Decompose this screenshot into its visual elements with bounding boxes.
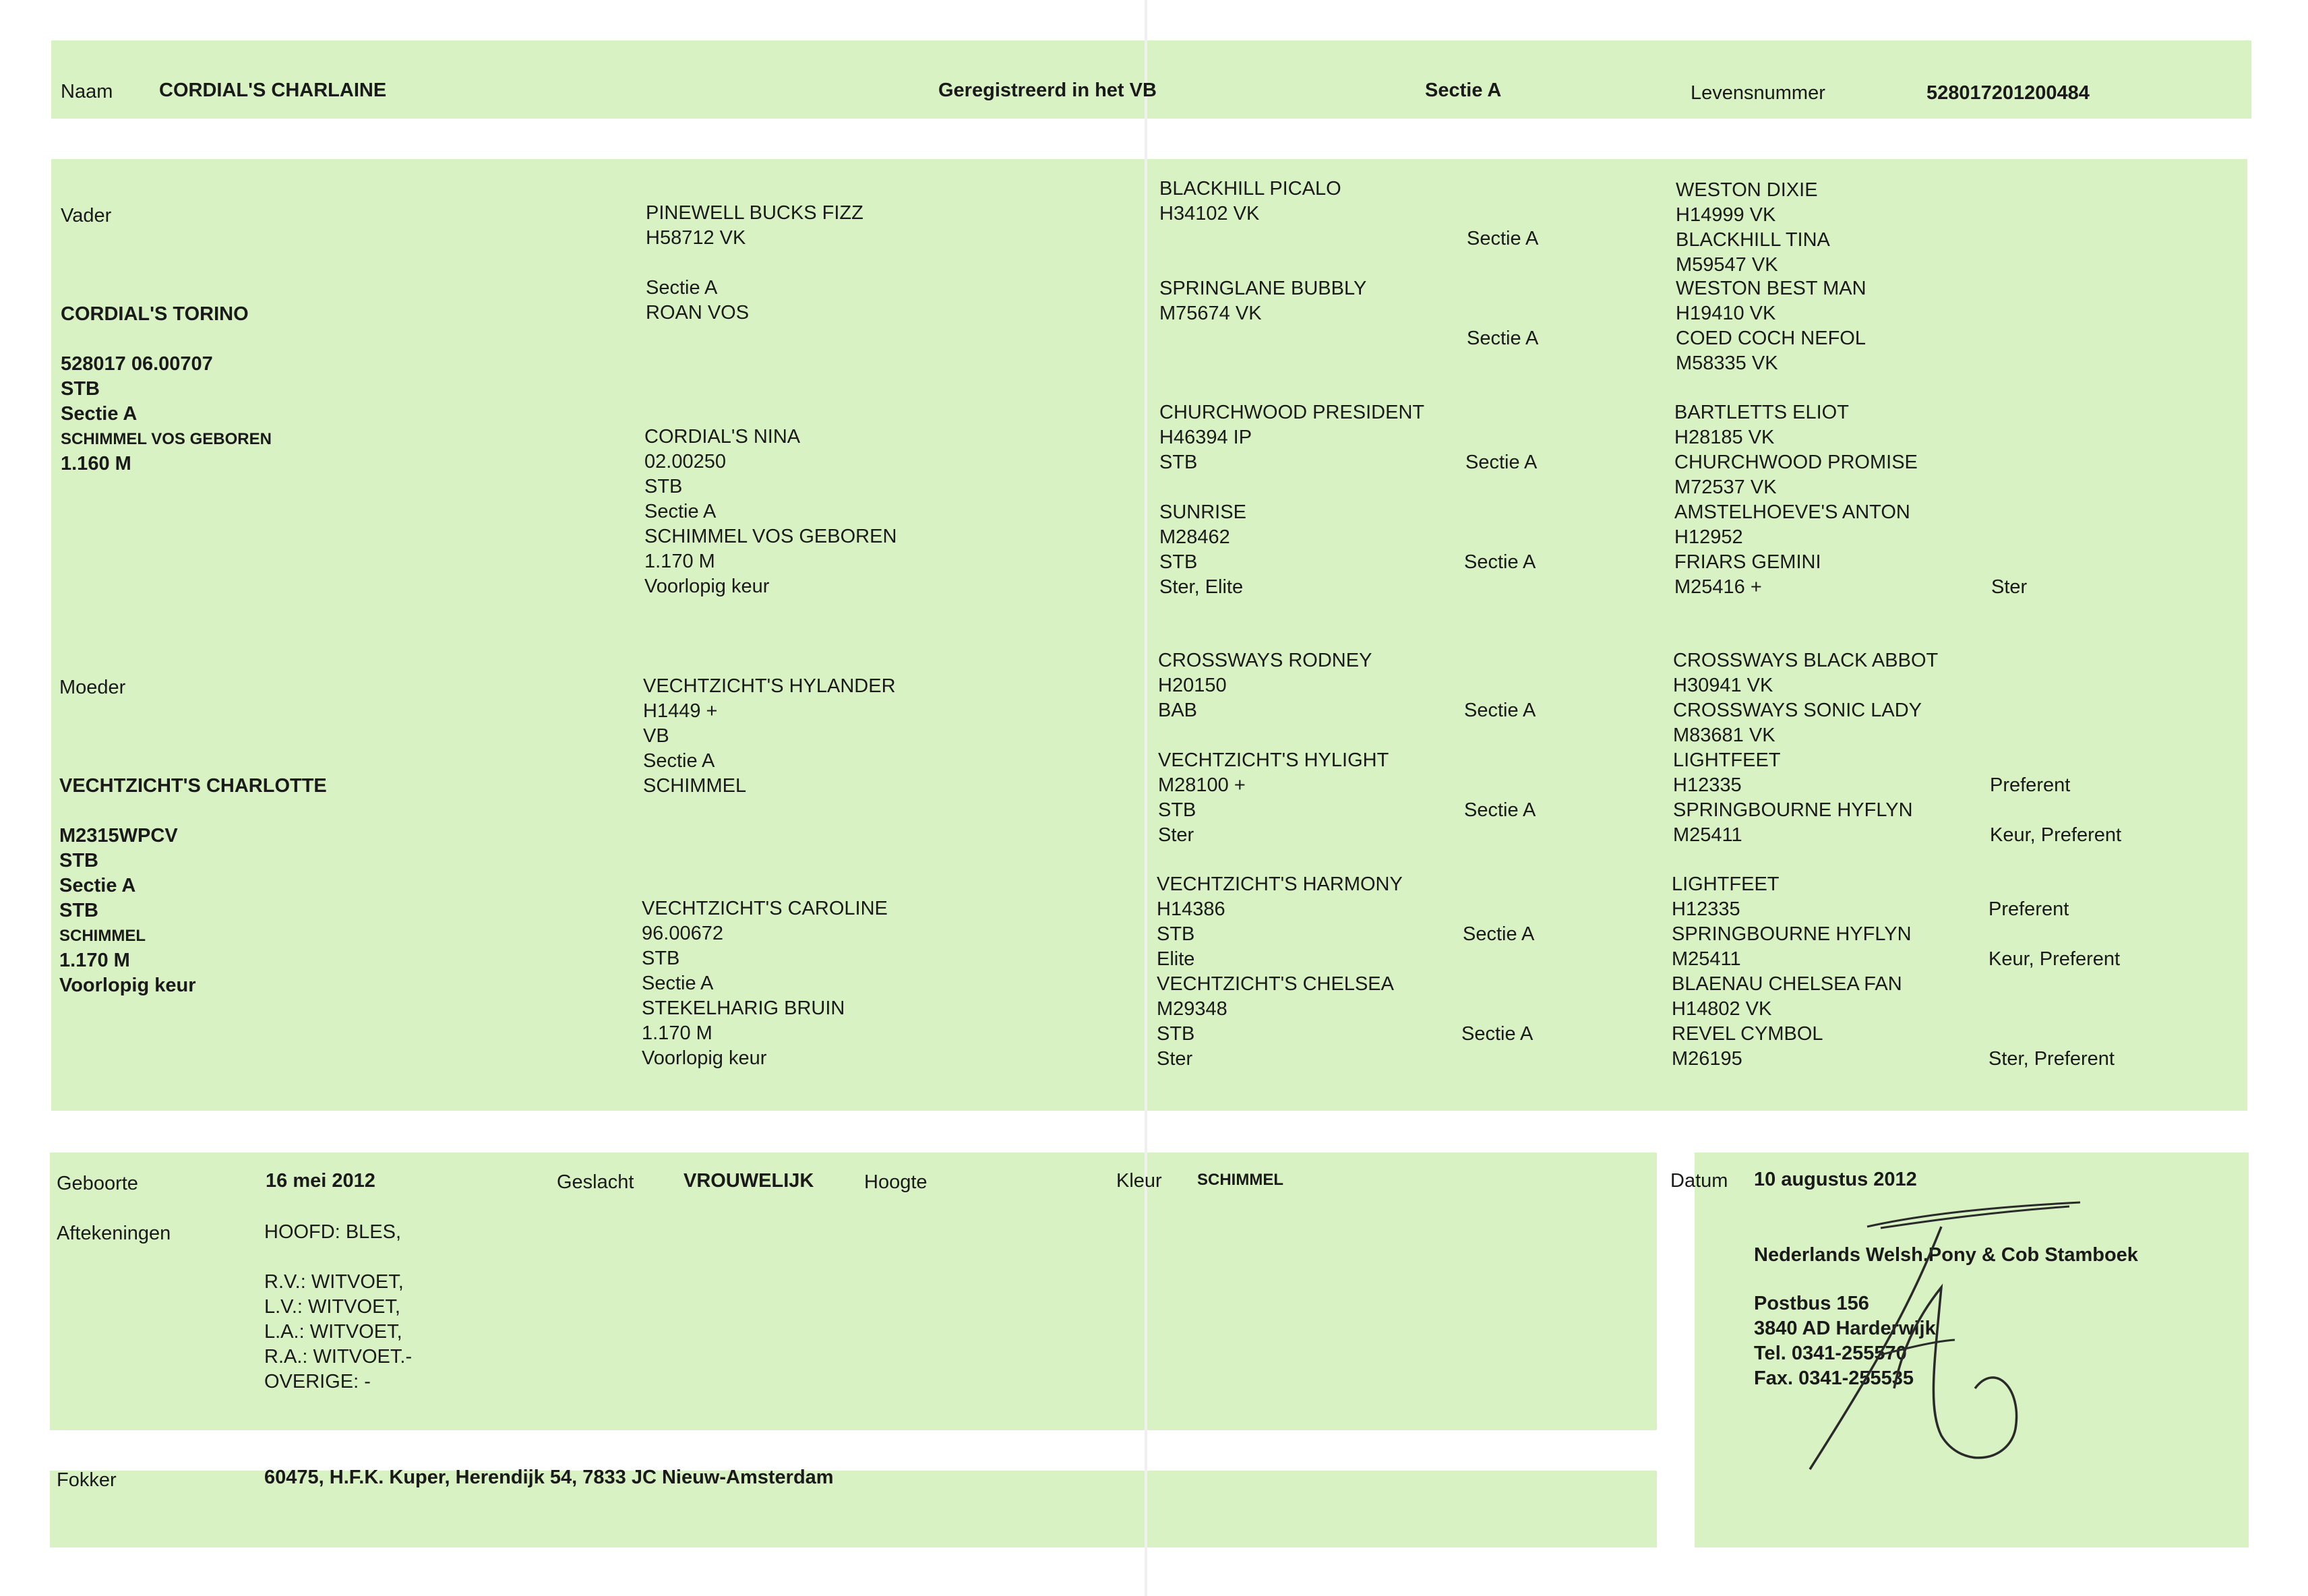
gen4-ancestor: [1674, 550, 1821, 600]
geboorte-label: Geboorte: [57, 1173, 138, 1194]
geslacht-value: VROUWELIJK: [684, 1170, 814, 1192]
geboorte-value: 16 mei 2012: [266, 1170, 375, 1192]
moeder-name: VECHTZICHT'S CHARLOTTE: [59, 775, 327, 797]
gen4-ancestor: [1672, 972, 1902, 1022]
moeder-studbook-2: STB: [59, 900, 98, 921]
gen3-sectie-7: Sectie A: [1463, 923, 1535, 945]
kleur-label: Kleur: [1116, 1170, 1162, 1192]
moeder-keur: Voorlopig keur: [59, 975, 196, 996]
vader-studbook: STB: [61, 378, 100, 400]
vader-label: Vader: [61, 205, 112, 226]
gen4-name: CROSSWAYS BLACK ABBOT: [1673, 650, 1939, 671]
gen4-number: M26195: [1672, 1048, 1742, 1070]
moeder-studbook: STB: [59, 850, 98, 871]
gen3-sectie-6: Sectie A: [1464, 799, 1536, 821]
gen4-name: WESTON BEST MAN: [1676, 278, 1866, 299]
gen4-ancestor: [1676, 326, 1866, 376]
gen4-predicate: Keur, Preferent: [1988, 948, 2121, 970]
naam-label: Naam: [61, 81, 113, 102]
vader-name: CORDIAL'S TORINO: [61, 303, 249, 325]
gen2-vader-vader: PINEWELL BUCKS FIZZ H58712 VK Sectie A ROAN VOS: [646, 202, 863, 324]
gen4-number: M83681 VK: [1673, 725, 1775, 746]
gen4-number: H12335: [1673, 774, 1742, 796]
gen4-name: CROSSWAYS SONIC LADY: [1673, 700, 1922, 721]
gen4-predicate: Keur, Preferent: [1990, 824, 2122, 846]
fokker-value: 60475, H.F.K. Kuper, Herendijk 54, 7833 JC Nieuw-Amsterdam: [264, 1467, 834, 1488]
paper-fold: [1145, 0, 1147, 1596]
gen4-number: M25411: [1673, 824, 1742, 846]
aftekeningen-list: HOOFD: BLES, R.V.: WITVOET, L.V.: WITVOET, L.A.: WITVOET, R.A.: WITVOET.- OVERIGE: -: [264, 1221, 413, 1392]
gen4-predicate: Preferent: [1990, 774, 2071, 796]
horse-name: CORDIAL'S CHARLAINE: [159, 80, 387, 101]
gen3-ancestor-4: SUNRISE M28462 STB Ster, Elite: [1159, 501, 1246, 598]
gen4-ancestor: [1672, 922, 1912, 972]
gen4-ancestor: [1672, 1022, 1823, 1072]
datum-value: 10 augustus 2012: [1754, 1169, 1917, 1190]
datum-label: Datum: [1670, 1170, 1728, 1192]
gen4-ancestor: [1673, 698, 1922, 748]
gen2-moeder-vader: VECHTZICHT'S HYLANDER H1449 + VB Sectie A SCHIMMEL: [643, 675, 896, 797]
levensnummer-label: Levensnummer: [1691, 82, 1825, 104]
gen4-ancestor: [1673, 798, 1913, 848]
gen3-sectie-3: Sectie A: [1465, 452, 1538, 473]
gen2-vader-moeder: CORDIAL'S NINA 02.00250 STB Sectie A SCHIMMEL VOS GEBOREN 1.170 M Voorlopig keur: [644, 426, 897, 597]
gen4-name: BLAENAU CHELSEA FAN: [1672, 973, 1902, 995]
gen3-ancestor-7: VECHTZICHT'S HARMONY H14386 STB Elite: [1157, 873, 1403, 970]
vader-details: [61, 352, 272, 477]
gen2-moeder-moeder: VECHTZICHT'S CAROLINE 96.00672 STB Sectie A STEKELHARIG BRUIN 1.170 M Voorlopig keur: [642, 898, 888, 1069]
gen4-name: CHURCHWOOD PROMISE: [1674, 452, 1918, 473]
aftekeningen-label: Aftekeningen: [57, 1223, 171, 1244]
gen4-name: WESTON DIXIE: [1676, 179, 1818, 201]
gen4-number: H12952: [1674, 526, 1743, 548]
fokker-label: Fokker: [57, 1469, 117, 1491]
gen4-name: FRIARS GEMINI: [1674, 551, 1821, 573]
gen4-name: AMSTELHOEVE'S ANTON: [1674, 501, 1910, 523]
moeder-details: [59, 824, 195, 998]
gen4-name: LIGHTFEET: [1672, 873, 1780, 895]
gen4-predicate: Preferent: [1988, 898, 2069, 920]
gen3-sectie-1: Sectie A: [1467, 228, 1539, 249]
moeder-label: Moeder: [59, 677, 126, 698]
gen4-ancestor: [1676, 178, 1818, 228]
gen4-ancestor: [1673, 748, 1781, 798]
header-sectie: Sectie A: [1425, 80, 1502, 101]
gen4-number: H19410 VK: [1676, 303, 1776, 324]
moeder-sectie: Sectie A: [59, 875, 136, 896]
gen4-ancestor: [1674, 400, 1849, 450]
vader-sectie: Sectie A: [61, 403, 138, 425]
gen4-number: M25416 +: [1674, 576, 1762, 598]
gen4-name: SPRINGBOURNE HYFLYN: [1672, 923, 1912, 945]
gen3-sectie-8: Sectie A: [1461, 1023, 1533, 1045]
gen3-ancestor-3: CHURCHWOOD PRESIDENT H46394 IP STB: [1159, 402, 1425, 473]
stamboek-address: Postbus 156 3840 AD Harderwijk Tel. 0341-255570 Fax. 0341-255535: [1754, 1293, 1936, 1389]
gen4-number: H28185 VK: [1674, 427, 1775, 448]
pedigree-panel: [51, 159, 2247, 1111]
gen4-name: BLACKHILL TINA: [1676, 229, 1830, 251]
moeder-height: 1.170 M: [59, 950, 130, 971]
gen3-sectie-2: Sectie A: [1467, 328, 1539, 349]
gen3-ancestor-6: VECHTZICHT'S HYLIGHT M28100 + STB Ster: [1158, 749, 1389, 846]
gen4-ancestor: [1672, 872, 1780, 922]
gen4-number: H14802 VK: [1672, 998, 1772, 1020]
kleur-value: SCHIMMEL: [1197, 1171, 1283, 1189]
moeder-color: SCHIMMEL: [59, 927, 146, 945]
gen4-predicate: Ster, Preferent: [1988, 1048, 2115, 1070]
gen4-ancestor: [1676, 276, 1866, 326]
vader-number: 528017 06.00707: [61, 353, 213, 375]
gen3-ancestor-8: VECHTZICHT'S CHELSEA M29348 STB Ster: [1157, 973, 1394, 1070]
gen4-name: COED COCH NEFOL: [1676, 328, 1866, 349]
gen4-ancestor: [1674, 450, 1918, 500]
gen3-sectie-5: Sectie A: [1464, 700, 1536, 721]
gen3-ancestor-1: BLACKHILL PICALO H34102 VK: [1159, 178, 1341, 224]
gen4-ancestor: [1676, 228, 1830, 278]
gen4-number: M59547 VK: [1676, 254, 1778, 276]
handwritten-signature: [1780, 1186, 2103, 1483]
geslacht-label: Geslacht: [557, 1171, 634, 1193]
moeder-number: M2315WPCV: [59, 825, 178, 847]
gen4-number: H12335: [1672, 898, 1740, 920]
gen4-predicate: Ster: [1991, 576, 2028, 598]
gen4-ancestor: [1674, 500, 1910, 550]
gen3-ancestor-2: SPRINGLANE BUBBLY M75674 VK: [1159, 278, 1367, 324]
gen4-number: H30941 VK: [1673, 675, 1773, 696]
vader-height: 1.160 M: [61, 453, 131, 474]
levensnummer: 528017201200484: [1926, 82, 2090, 104]
gen4-number: M72537 VK: [1674, 477, 1777, 498]
gen4-name: BARTLETTS ELIOT: [1674, 402, 1849, 423]
gen4-name: REVEL CYMBOL: [1672, 1023, 1823, 1045]
gen4-number: H14999 VK: [1676, 204, 1776, 226]
gen4-number: M25411: [1672, 948, 1741, 970]
gen3-ancestor-5: CROSSWAYS RODNEY H20150 BAB: [1158, 650, 1372, 721]
gen4-name: SPRINGBOURNE HYFLYN: [1673, 799, 1913, 821]
hoogte-label: Hoogte: [864, 1171, 928, 1193]
gen4-name: LIGHTFEET: [1673, 749, 1781, 771]
gen3-sectie-4: Sectie A: [1464, 551, 1536, 573]
gen4-ancestor: [1673, 648, 1938, 698]
stamboek-name: Nederlands Welsh.Pony & Cob Stamboek: [1754, 1244, 2138, 1266]
gen4-number: M58335 VK: [1676, 352, 1778, 374]
vader-color: SCHIMMEL VOS GEBOREN: [61, 430, 272, 448]
registered-in: Geregistreerd in het VB: [938, 80, 1157, 101]
